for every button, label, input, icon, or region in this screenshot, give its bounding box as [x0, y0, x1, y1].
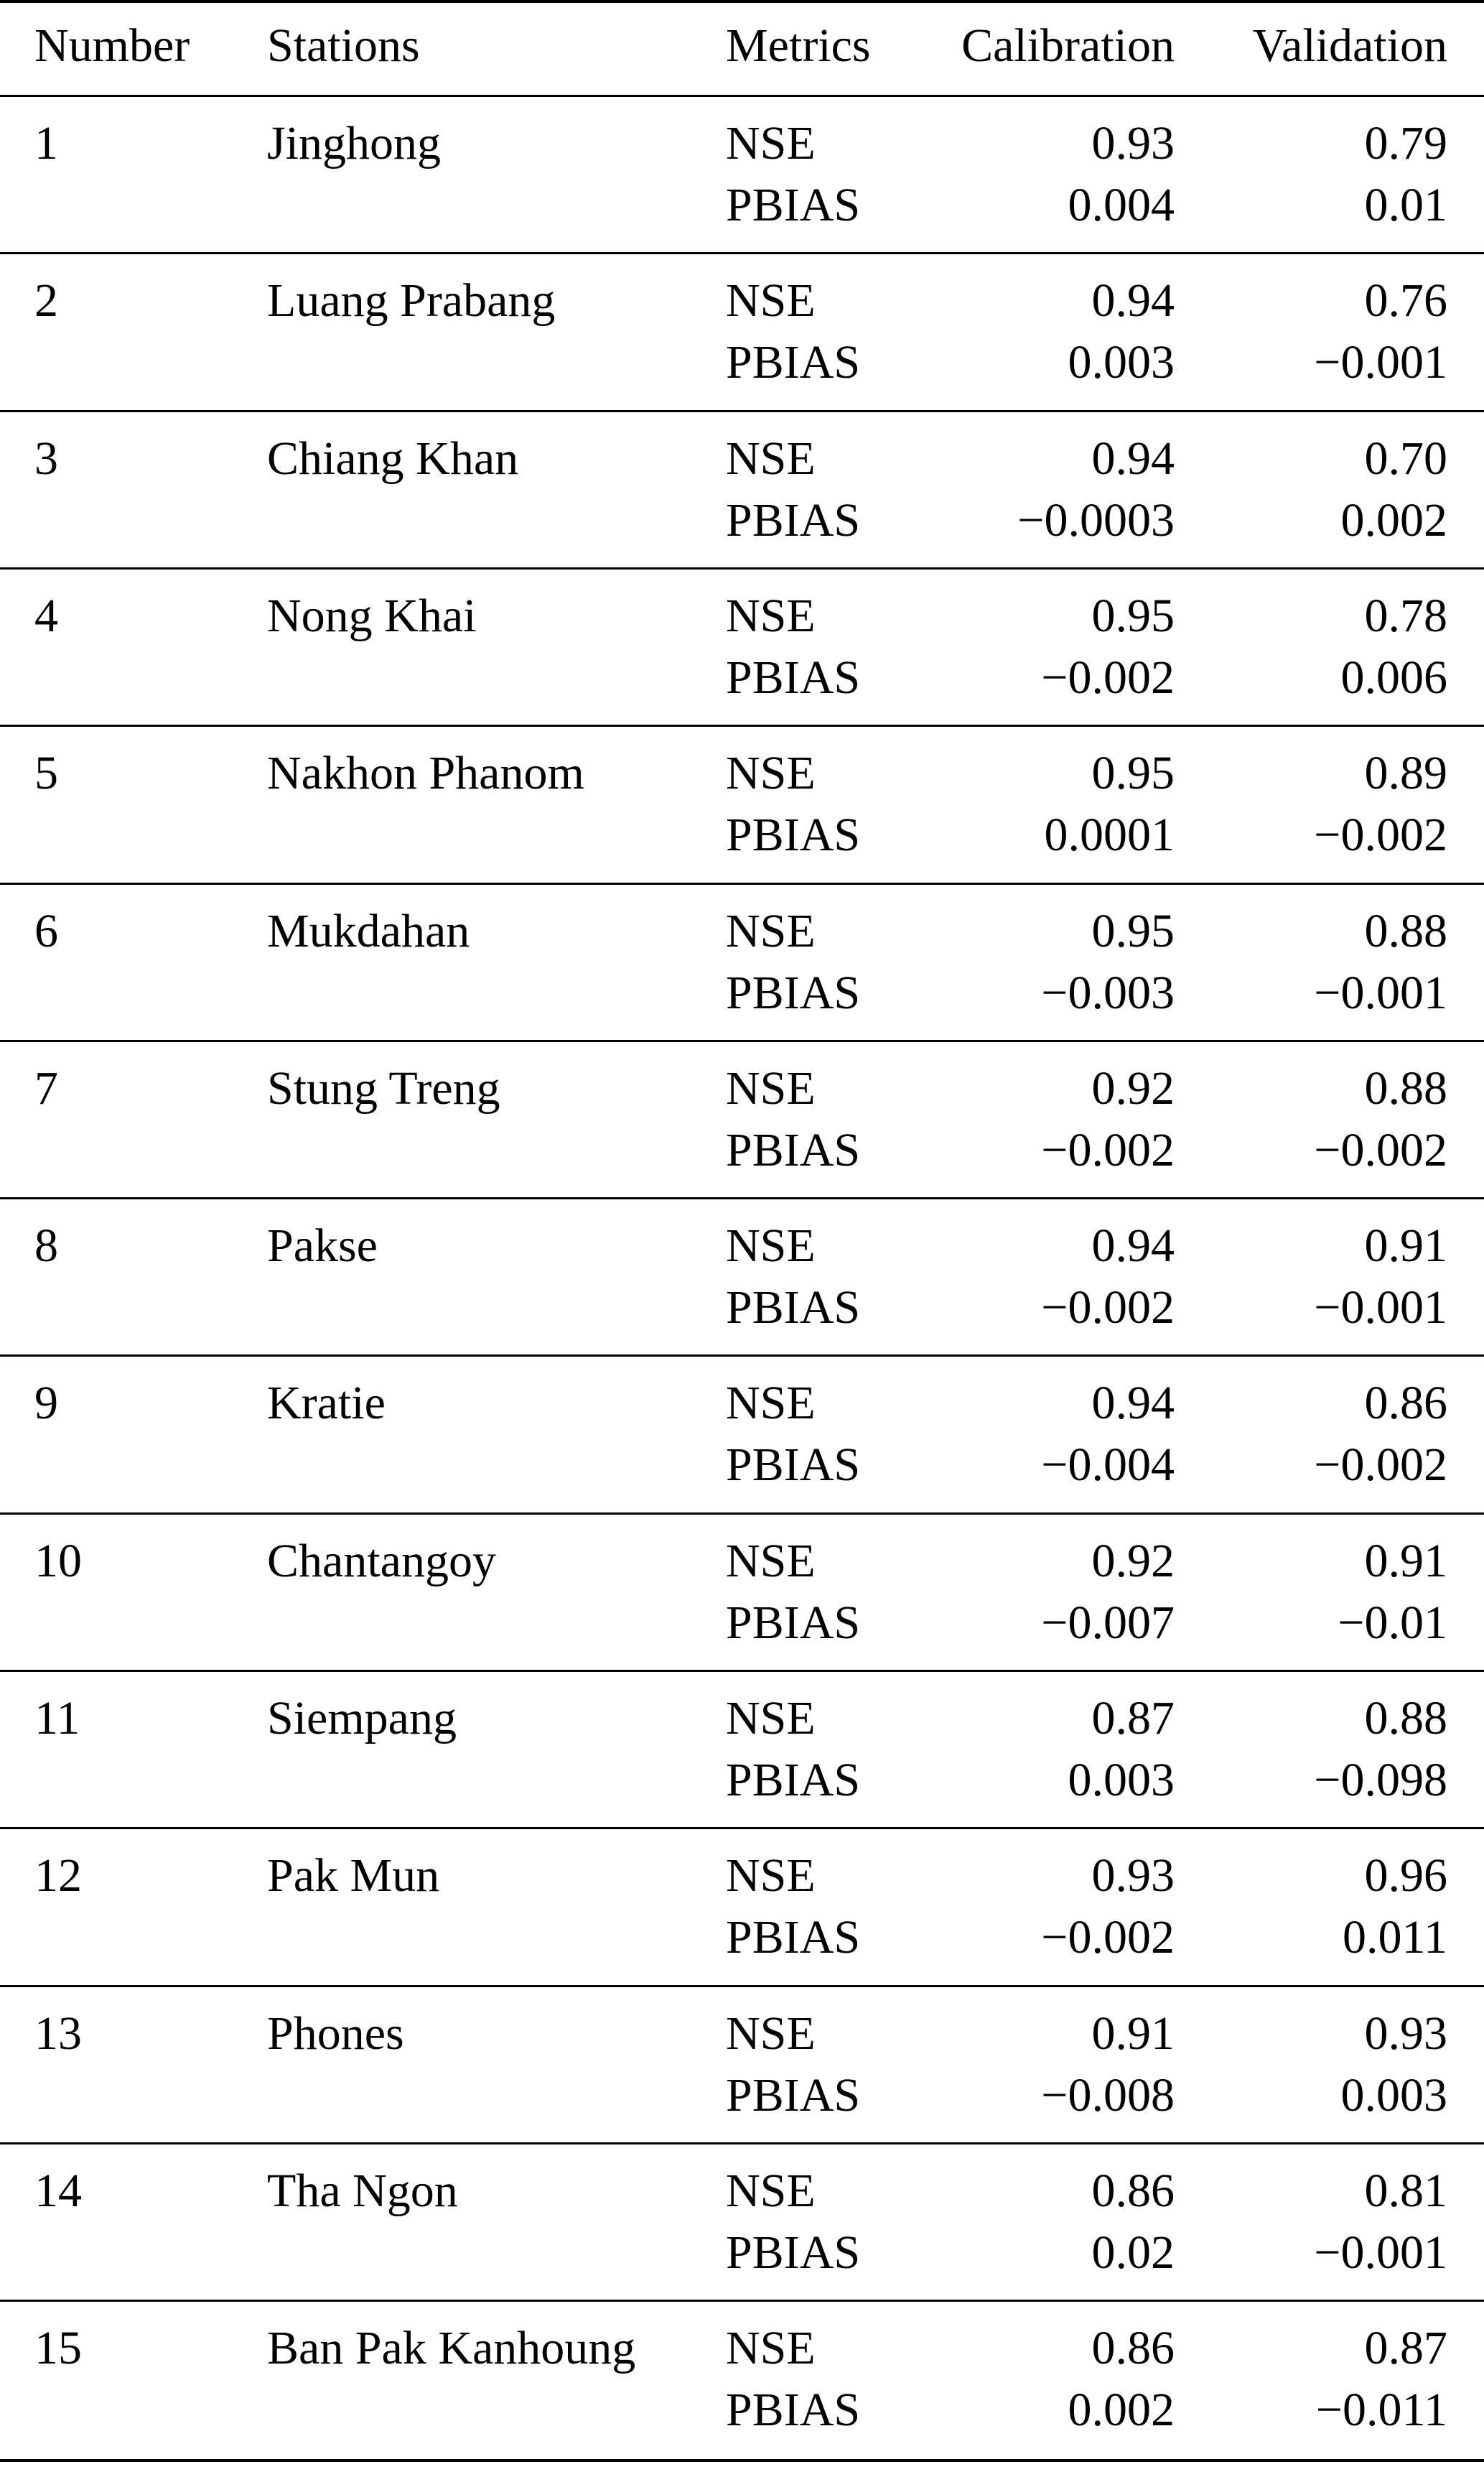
row-pbias-calibration: −0.003 — [1041, 967, 1175, 1019]
row-pbias-validation: −0.002 — [1314, 1124, 1447, 1176]
row-station: Pakse — [267, 1219, 378, 1272]
row-nse-validation: 0.91 — [1364, 1535, 1447, 1587]
row-metric-nse: NSE — [726, 1377, 816, 1429]
row-separator — [0, 252, 1484, 254]
row-station: Pak Mun — [267, 1849, 440, 1902]
row-metric-pbias: PBIAS — [726, 809, 861, 861]
row-pbias-calibration: 0.003 — [1068, 1754, 1175, 1806]
row-pbias-calibration: −0.002 — [1041, 1281, 1175, 1334]
row-nse-validation: 0.88 — [1364, 905, 1447, 957]
table-row — [0, 1375, 1484, 1532]
row-nse-calibration: 0.93 — [1091, 1849, 1175, 1902]
table-row — [0, 587, 1484, 745]
header-stations: Stations — [267, 19, 420, 72]
row-nse-calibration: 0.92 — [1091, 1535, 1175, 1587]
table-row — [0, 1217, 1484, 1375]
row-metric-nse: NSE — [726, 1849, 816, 1902]
row-nse-validation: 0.88 — [1364, 1692, 1447, 1744]
row-nse-validation: 0.78 — [1364, 590, 1447, 642]
row-number: 11 — [34, 1692, 80, 1744]
row-station: Phones — [267, 2007, 404, 2060]
row-pbias-calibration: −0.002 — [1041, 1124, 1175, 1176]
row-nse-calibration: 0.95 — [1091, 590, 1175, 642]
row-station: Nakhon Phanom — [267, 747, 584, 799]
row-station: Tha Ngon — [267, 2165, 458, 2217]
row-nse-calibration: 0.86 — [1091, 2165, 1175, 2217]
row-separator — [0, 725, 1484, 727]
row-nse-validation: 0.93 — [1364, 2007, 1447, 2060]
header-metrics: Metrics — [726, 19, 871, 72]
row-metric-nse: NSE — [726, 747, 816, 799]
row-metric-nse: NSE — [726, 1692, 816, 1744]
row-metric-nse: NSE — [726, 905, 816, 957]
row-nse-calibration: 0.94 — [1091, 432, 1175, 485]
row-pbias-validation: −0.002 — [1314, 1439, 1447, 1491]
row-pbias-calibration: −0.002 — [1041, 1911, 1175, 1964]
row-metric-pbias: PBIAS — [726, 1911, 861, 1964]
row-nse-validation: 0.96 — [1364, 1849, 1447, 1902]
row-metric-nse: NSE — [726, 2322, 816, 2374]
row-metric-pbias: PBIAS — [726, 1281, 861, 1334]
table-row — [0, 1533, 1484, 1690]
row-metric-nse: NSE — [726, 2007, 816, 2060]
row-pbias-calibration: −0.0003 — [1017, 494, 1175, 547]
row-number: 8 — [34, 1219, 58, 1272]
row-nse-calibration: 0.87 — [1091, 1692, 1175, 1744]
row-station: Chantangoy — [267, 1535, 496, 1587]
header-number: Number — [34, 19, 190, 72]
row-nse-validation: 0.70 — [1364, 432, 1447, 485]
row-separator — [0, 410, 1484, 412]
table-row — [0, 903, 1484, 1060]
row-nse-calibration: 0.92 — [1091, 1062, 1175, 1115]
table-row — [0, 115, 1484, 272]
row-nse-validation: 0.86 — [1364, 1377, 1447, 1429]
row-pbias-validation: 0.003 — [1340, 2069, 1447, 2122]
row-metric-pbias: PBIAS — [726, 2226, 861, 2279]
row-separator — [0, 1354, 1484, 1357]
row-number: 9 — [34, 1377, 58, 1429]
table-row — [0, 1060, 1484, 1217]
row-metric-pbias: PBIAS — [726, 2384, 861, 2436]
table-row — [0, 1690, 1484, 1847]
row-number: 10 — [34, 1535, 82, 1587]
row-pbias-validation: 0.01 — [1364, 179, 1447, 231]
table-row — [0, 2320, 1484, 2477]
row-station: Siempang — [267, 1692, 457, 1744]
row-pbias-calibration: 0.02 — [1091, 2226, 1175, 2279]
row-metric-nse: NSE — [726, 274, 816, 327]
row-station: Luang Prabang — [267, 274, 556, 327]
row-station: Chiang Khan — [267, 432, 519, 485]
row-nse-calibration: 0.95 — [1091, 747, 1175, 799]
table-row — [0, 430, 1484, 587]
row-station: Nong Khai — [267, 590, 477, 642]
row-pbias-validation: −0.001 — [1314, 1281, 1447, 1334]
row-number: 1 — [34, 117, 58, 169]
row-pbias-validation: −0.001 — [1314, 967, 1447, 1019]
row-pbias-validation: −0.002 — [1314, 809, 1447, 861]
row-metric-nse: NSE — [726, 1219, 816, 1272]
row-number: 4 — [34, 590, 58, 642]
table-row — [0, 2005, 1484, 2162]
row-number: 14 — [34, 2165, 82, 2217]
row-metric-pbias: PBIAS — [726, 1439, 861, 1491]
row-metric-pbias: PBIAS — [726, 1754, 861, 1806]
row-separator — [0, 883, 1484, 885]
header-calibration: Calibration — [961, 19, 1175, 72]
row-pbias-calibration: 0.003 — [1068, 336, 1175, 389]
row-number: 15 — [34, 2322, 82, 2374]
row-separator — [0, 2300, 1484, 2302]
row-pbias-calibration: −0.008 — [1041, 2069, 1175, 2122]
row-nse-calibration: 0.86 — [1091, 2322, 1175, 2374]
row-metric-pbias: PBIAS — [726, 1597, 861, 1649]
row-pbias-validation: 0.006 — [1340, 651, 1447, 704]
row-nse-validation: 0.79 — [1364, 117, 1447, 169]
row-metric-pbias: PBIAS — [726, 651, 861, 704]
row-number: 6 — [34, 905, 58, 957]
row-number: 12 — [34, 1849, 82, 1902]
row-metric-pbias: PBIAS — [726, 2069, 861, 2122]
row-pbias-validation: −0.011 — [1315, 2384, 1447, 2436]
row-number: 7 — [34, 1062, 58, 1115]
row-station: Kratie — [267, 1377, 386, 1429]
row-station: Stung Treng — [267, 1062, 500, 1115]
row-metric-pbias: PBIAS — [726, 1124, 861, 1176]
row-metric-pbias: PBIAS — [726, 336, 861, 389]
row-separator — [0, 1512, 1484, 1515]
row-pbias-validation: 0.002 — [1340, 494, 1447, 547]
row-pbias-calibration: 0.002 — [1068, 2384, 1175, 2436]
row-pbias-calibration: 0.004 — [1068, 179, 1175, 231]
table-row — [0, 745, 1484, 902]
row-pbias-validation: −0.01 — [1338, 1597, 1447, 1649]
row-pbias-validation: 0.011 — [1342, 1911, 1447, 1964]
row-number: 13 — [34, 2007, 82, 2060]
row-nse-validation: 0.89 — [1364, 747, 1447, 799]
table-row — [0, 2162, 1484, 2320]
row-separator — [0, 2142, 1484, 2144]
row-pbias-validation: −0.098 — [1314, 1754, 1447, 1806]
row-separator — [0, 1827, 1484, 1829]
table-bottom-rule — [0, 2459, 1484, 2462]
row-nse-calibration: 0.93 — [1091, 117, 1175, 169]
table-row — [0, 272, 1484, 429]
row-number: 3 — [34, 432, 58, 485]
row-pbias-calibration: −0.004 — [1041, 1439, 1175, 1491]
row-station: Mukdahan — [267, 905, 470, 957]
row-number: 5 — [34, 747, 58, 799]
row-metric-nse: NSE — [726, 1062, 816, 1115]
header-validation: Validation — [1252, 19, 1447, 72]
row-metric-nse: NSE — [726, 117, 816, 169]
row-pbias-calibration: −0.002 — [1041, 651, 1175, 704]
row-separator — [0, 567, 1484, 570]
row-metric-nse: NSE — [726, 2165, 816, 2217]
row-nse-calibration: 0.94 — [1091, 1219, 1175, 1272]
row-pbias-calibration: −0.007 — [1041, 1597, 1175, 1649]
row-number: 2 — [34, 274, 58, 327]
table-top-rule — [0, 0, 1484, 3]
row-metric-nse: NSE — [726, 432, 816, 485]
row-nse-calibration: 0.91 — [1091, 2007, 1175, 2060]
row-nse-validation: 0.76 — [1364, 274, 1447, 327]
row-metric-pbias: PBIAS — [726, 179, 861, 231]
row-nse-validation: 0.81 — [1364, 2165, 1447, 2217]
row-nse-calibration: 0.94 — [1091, 1377, 1175, 1429]
row-pbias-validation: −0.001 — [1314, 2226, 1447, 2279]
row-separator — [0, 1040, 1484, 1042]
row-metric-nse: NSE — [726, 590, 816, 642]
row-metric-pbias: PBIAS — [726, 967, 861, 1019]
table-header-rule — [0, 95, 1484, 97]
row-metric-nse: NSE — [726, 1535, 816, 1587]
row-pbias-calibration: 0.0001 — [1044, 809, 1175, 861]
row-pbias-validation: −0.001 — [1314, 336, 1447, 389]
row-separator — [0, 1670, 1484, 1672]
row-station: Ban Pak Kanhoung — [267, 2322, 636, 2374]
row-metric-pbias: PBIAS — [726, 494, 861, 547]
row-nse-validation: 0.88 — [1364, 1062, 1447, 1115]
row-separator — [0, 1197, 1484, 1199]
row-separator — [0, 1985, 1484, 1987]
row-nse-calibration: 0.95 — [1091, 905, 1175, 957]
row-nse-validation: 0.87 — [1364, 2322, 1447, 2374]
row-nse-validation: 0.91 — [1364, 1219, 1447, 1272]
row-station: Jinghong — [267, 117, 442, 169]
table-row — [0, 1847, 1484, 2004]
row-nse-calibration: 0.94 — [1091, 274, 1175, 327]
